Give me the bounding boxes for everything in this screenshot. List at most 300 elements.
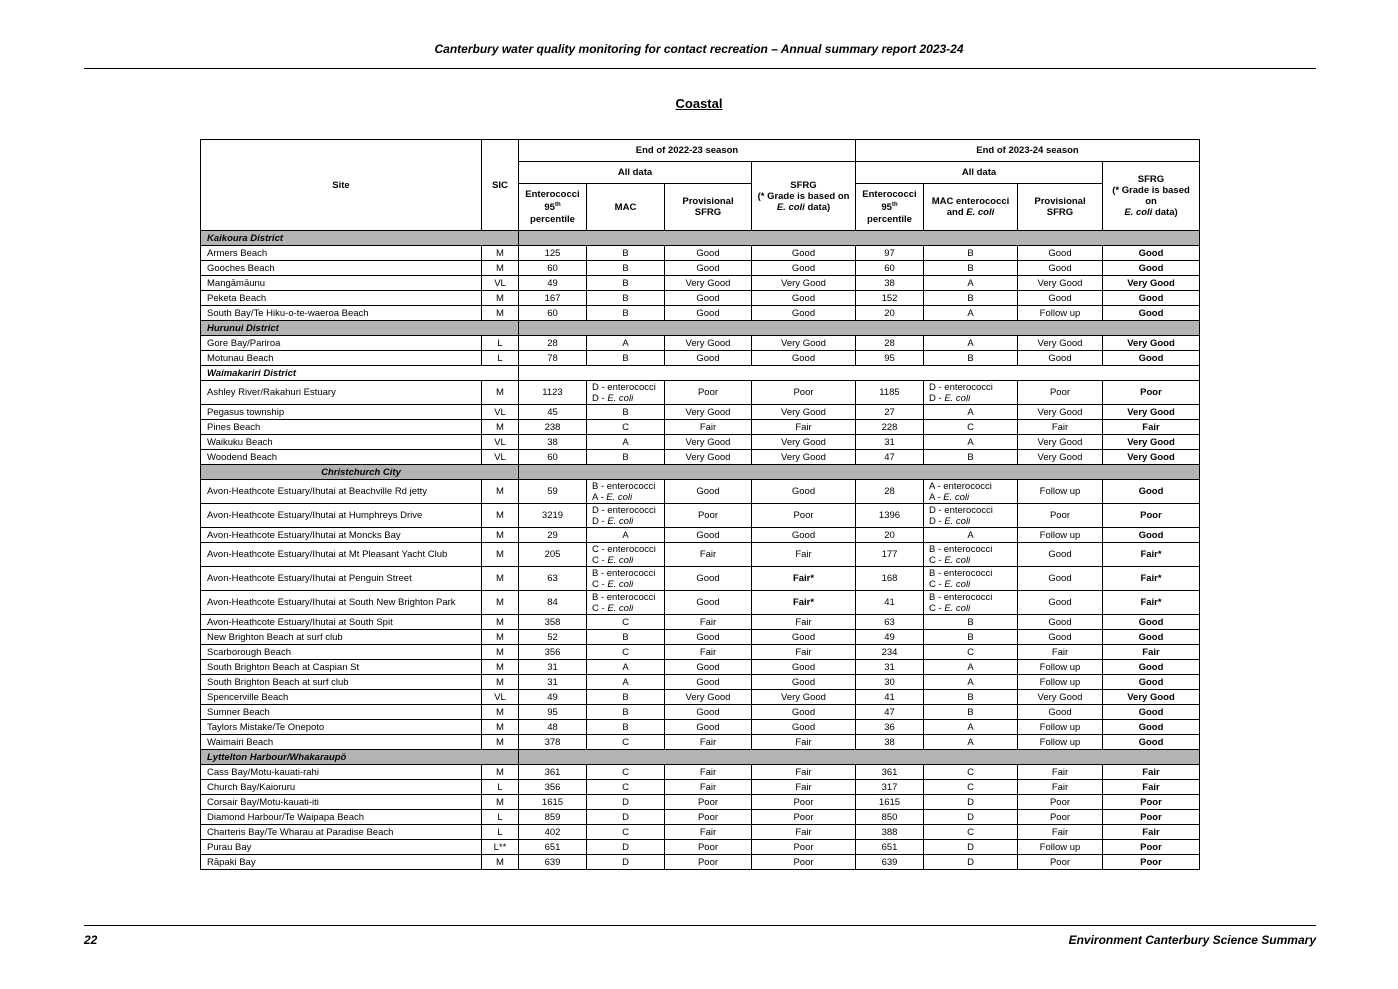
cell-sfrg-2324: Good bbox=[1103, 306, 1200, 321]
cell-prov-sfrg-2223: Fair bbox=[665, 735, 752, 750]
table-row bbox=[201, 291, 1200, 306]
cell-mac-2324: D bbox=[924, 840, 1018, 855]
cell-mac-2324: C bbox=[924, 780, 1018, 795]
cell-entero-2324: 317 bbox=[856, 780, 924, 795]
table-row bbox=[201, 450, 1200, 465]
cell-entero-2223: 78 bbox=[519, 351, 587, 366]
cell-sfrg-2223: Good bbox=[752, 528, 856, 543]
cell-sfrg-2223: Poor bbox=[752, 810, 856, 825]
cell-mac-2324: D bbox=[924, 855, 1018, 870]
cell-prov-sfrg-2223: Good bbox=[665, 246, 752, 261]
cell-entero-2223: 84 bbox=[519, 591, 587, 615]
cell-sic: M bbox=[482, 855, 519, 870]
cell-sfrg-2223: Good bbox=[752, 720, 856, 735]
cell-prov-sfrg-2223: Good bbox=[665, 591, 752, 615]
cell-prov-sfrg-2324: Poor bbox=[1018, 504, 1103, 528]
cell-entero-2324: 27 bbox=[856, 405, 924, 420]
cell-sfrg-2223: Fair bbox=[752, 645, 856, 660]
cell-sfrg-2223: Fair* bbox=[752, 591, 856, 615]
cell-sic: M bbox=[482, 705, 519, 720]
cell-mac-2324: C bbox=[924, 825, 1018, 840]
cell-mac-2223: B bbox=[587, 720, 665, 735]
cell-prov-sfrg-2324: Follow up bbox=[1018, 720, 1103, 735]
cell-entero-2223: 3219 bbox=[519, 504, 587, 528]
header-rule bbox=[84, 68, 1316, 69]
cell-site: Gooches Beach bbox=[201, 261, 482, 276]
cell-site: Pines Beach bbox=[201, 420, 482, 435]
cell-mac-2223: C bbox=[587, 645, 665, 660]
cell-prov-sfrg-2223: Good bbox=[665, 630, 752, 645]
cell-sfrg-2324: Very Good bbox=[1103, 336, 1200, 351]
cell-sfrg-2324: Good bbox=[1103, 735, 1200, 750]
cell-entero-2324: 31 bbox=[856, 660, 924, 675]
cell-mac-2223: A bbox=[587, 675, 665, 690]
table-row bbox=[201, 504, 1200, 528]
cell-prov-sfrg-2324: Good bbox=[1018, 351, 1103, 366]
cell-sfrg-2324: Very Good bbox=[1103, 276, 1200, 291]
cell-entero-2324: 31 bbox=[856, 435, 924, 450]
table-row bbox=[201, 528, 1200, 543]
cell-sfrg-2223: Poor bbox=[752, 840, 856, 855]
table-row bbox=[201, 795, 1200, 810]
table-row bbox=[201, 306, 1200, 321]
cell-entero-2324: 47 bbox=[856, 705, 924, 720]
cell-sfrg-2324: Very Good bbox=[1103, 690, 1200, 705]
col-site: Site bbox=[201, 140, 482, 231]
cell-prov-sfrg-2223: Fair bbox=[665, 420, 752, 435]
cell-sfrg-2324: Fair bbox=[1103, 765, 1200, 780]
district-fill bbox=[519, 231, 1200, 246]
cell-entero-2324: 38 bbox=[856, 276, 924, 291]
cell-mac-2223: A bbox=[587, 336, 665, 351]
cell-sfrg-2223: Very Good bbox=[752, 450, 856, 465]
cell-sfrg-2324: Good bbox=[1103, 246, 1200, 261]
cell-sfrg-2324: Good bbox=[1103, 675, 1200, 690]
cell-sfrg-2324: Very Good bbox=[1103, 405, 1200, 420]
cell-sfrg-2223: Fair bbox=[752, 615, 856, 630]
cell-sfrg-2324: Good bbox=[1103, 261, 1200, 276]
district-name: Waimakariri District bbox=[201, 366, 519, 381]
cell-mac-2223: A bbox=[587, 660, 665, 675]
cell-sfrg-2223: Fair bbox=[752, 780, 856, 795]
cell-mac-2223: B bbox=[587, 705, 665, 720]
cell-mac-2223: C bbox=[587, 765, 665, 780]
cell-site: Spencerville Beach bbox=[201, 690, 482, 705]
col-entero-2: Enterococci 95th percentile bbox=[856, 184, 924, 231]
cell-prov-sfrg-2324: Very Good bbox=[1018, 450, 1103, 465]
cell-prov-sfrg-2223: Poor bbox=[665, 810, 752, 825]
cell-entero-2324: 168 bbox=[856, 567, 924, 591]
cell-mac-2223: D bbox=[587, 795, 665, 810]
col-sfrg-2: SFRG (* Grade is based on E. coli data) bbox=[1103, 162, 1200, 231]
cell-sfrg-2324: Very Good bbox=[1103, 450, 1200, 465]
col-mac-1: MAC bbox=[587, 184, 665, 231]
cell-mac-2223: D - enterococci D - E. coli bbox=[587, 504, 665, 528]
cell-entero-2223: 60 bbox=[519, 306, 587, 321]
cell-entero-2223: 49 bbox=[519, 276, 587, 291]
cell-prov-sfrg-2324: Fair bbox=[1018, 765, 1103, 780]
cell-mac-2324: A bbox=[924, 276, 1018, 291]
cell-sfrg-2223: Very Good bbox=[752, 276, 856, 291]
cell-sfrg-2223: Very Good bbox=[752, 690, 856, 705]
cell-site: Purau Bay bbox=[201, 840, 482, 855]
cell-prov-sfrg-2223: Good bbox=[665, 660, 752, 675]
district-row bbox=[201, 366, 1200, 381]
table-row bbox=[201, 246, 1200, 261]
cell-prov-sfrg-2324: Good bbox=[1018, 567, 1103, 591]
cell-mac-2324: B bbox=[924, 246, 1018, 261]
table-row bbox=[201, 405, 1200, 420]
table-row bbox=[201, 420, 1200, 435]
cell-prov-sfrg-2324: Fair bbox=[1018, 645, 1103, 660]
table-row bbox=[201, 825, 1200, 840]
cell-site: Scarborough Beach bbox=[201, 645, 482, 660]
cell-entero-2324: 38 bbox=[856, 735, 924, 750]
district-fill bbox=[519, 750, 1200, 765]
cell-entero-2223: 167 bbox=[519, 291, 587, 306]
cell-prov-sfrg-2324: Good bbox=[1018, 705, 1103, 720]
district-row bbox=[201, 750, 1200, 765]
cell-entero-2223: 31 bbox=[519, 660, 587, 675]
cell-entero-2223: 356 bbox=[519, 645, 587, 660]
cell-site: Ashley River/Rakahuri Estuary bbox=[201, 381, 482, 405]
cell-entero-2324: 30 bbox=[856, 675, 924, 690]
cell-mac-2223: B bbox=[587, 306, 665, 321]
cell-sic: M bbox=[482, 528, 519, 543]
cell-prov-sfrg-2223: Good bbox=[665, 351, 752, 366]
cell-prov-sfrg-2324: Follow up bbox=[1018, 660, 1103, 675]
cell-prov-sfrg-2223: Fair bbox=[665, 543, 752, 567]
cell-prov-sfrg-2223: Good bbox=[665, 528, 752, 543]
cell-mac-2223: B bbox=[587, 276, 665, 291]
cell-sfrg-2324: Fair bbox=[1103, 825, 1200, 840]
cell-prov-sfrg-2223: Poor bbox=[665, 381, 752, 405]
cell-site: South Brighton Beach at Caspian St bbox=[201, 660, 482, 675]
cell-entero-2223: 28 bbox=[519, 336, 587, 351]
cell-prov-sfrg-2223: Good bbox=[665, 261, 752, 276]
table-row bbox=[201, 543, 1200, 567]
cell-sfrg-2324: Poor bbox=[1103, 840, 1200, 855]
cell-sfrg-2223: Good bbox=[752, 660, 856, 675]
cell-mac-2324: A bbox=[924, 405, 1018, 420]
cell-sfrg-2223: Good bbox=[752, 705, 856, 720]
page-number: 22 bbox=[84, 933, 98, 947]
cell-mac-2223: D bbox=[587, 810, 665, 825]
cell-sic: M bbox=[482, 567, 519, 591]
cell-mac-2223: B - enterococci C - E. coli bbox=[587, 591, 665, 615]
cell-sic: M bbox=[482, 291, 519, 306]
cell-mac-2324: B bbox=[924, 351, 1018, 366]
cell-prov-sfrg-2324: Good bbox=[1018, 615, 1103, 630]
cell-entero-2223: 859 bbox=[519, 810, 587, 825]
cell-prov-sfrg-2324: Follow up bbox=[1018, 840, 1103, 855]
cell-prov-sfrg-2223: Good bbox=[665, 480, 752, 504]
cell-prov-sfrg-2324: Good bbox=[1018, 261, 1103, 276]
cell-sfrg-2223: Poor bbox=[752, 855, 856, 870]
coastal-grades-table bbox=[200, 139, 1200, 870]
cell-prov-sfrg-2223: Very Good bbox=[665, 276, 752, 291]
cell-site: Charteris Bay/Te Wharau at Paradise Beach bbox=[201, 825, 482, 840]
cell-mac-2324: C bbox=[924, 645, 1018, 660]
cell-sfrg-2223: Good bbox=[752, 306, 856, 321]
cell-entero-2324: 850 bbox=[856, 810, 924, 825]
cell-sfrg-2223: Good bbox=[752, 675, 856, 690]
cell-mac-2223: A bbox=[587, 435, 665, 450]
cell-site: Cass Bay/Motu-kauati-rahi bbox=[201, 765, 482, 780]
table-row bbox=[201, 735, 1200, 750]
cell-mac-2223: B bbox=[587, 291, 665, 306]
cell-sic: VL bbox=[482, 405, 519, 420]
cell-prov-sfrg-2324: Good bbox=[1018, 630, 1103, 645]
cell-entero-2223: 358 bbox=[519, 615, 587, 630]
cell-prov-sfrg-2223: Very Good bbox=[665, 336, 752, 351]
cell-sic: M bbox=[482, 765, 519, 780]
cell-mac-2324: B - enterococci C - E. coli bbox=[924, 591, 1018, 615]
table-row bbox=[201, 351, 1200, 366]
cell-sfrg-2223: Poor bbox=[752, 504, 856, 528]
cell-mac-2324: A bbox=[924, 435, 1018, 450]
cell-prov-sfrg-2223: Poor bbox=[665, 795, 752, 810]
cell-sfrg-2223: Very Good bbox=[752, 435, 856, 450]
cell-site: Pegasus township bbox=[201, 405, 482, 420]
cell-sic: L bbox=[482, 810, 519, 825]
cell-sfrg-2324: Poor bbox=[1103, 381, 1200, 405]
cell-entero-2324: 60 bbox=[856, 261, 924, 276]
cell-entero-2223: 48 bbox=[519, 720, 587, 735]
cell-entero-2223: 52 bbox=[519, 630, 587, 645]
cell-mac-2324: B - enterococci C - E. coli bbox=[924, 567, 1018, 591]
cell-entero-2324: 20 bbox=[856, 306, 924, 321]
cell-entero-2324: 177 bbox=[856, 543, 924, 567]
cell-prov-sfrg-2223: Good bbox=[665, 567, 752, 591]
table-row bbox=[201, 675, 1200, 690]
cell-site: Diamond Harbour/Te Waipapa Beach bbox=[201, 810, 482, 825]
cell-sfrg-2324: Good bbox=[1103, 528, 1200, 543]
table-row bbox=[201, 435, 1200, 450]
table-row bbox=[201, 591, 1200, 615]
district-name: Hurunui District bbox=[201, 321, 519, 336]
cell-prov-sfrg-2223: Fair bbox=[665, 645, 752, 660]
cell-entero-2324: 639 bbox=[856, 855, 924, 870]
cell-mac-2324: B bbox=[924, 630, 1018, 645]
cell-prov-sfrg-2223: Very Good bbox=[665, 690, 752, 705]
cell-entero-2324: 388 bbox=[856, 825, 924, 840]
cell-sic: M bbox=[482, 660, 519, 675]
cell-mac-2324: A - enterococci A - E. coli bbox=[924, 480, 1018, 504]
table-row bbox=[201, 336, 1200, 351]
cell-entero-2324: 1615 bbox=[856, 795, 924, 810]
cell-prov-sfrg-2223: Fair bbox=[665, 780, 752, 795]
cell-sfrg-2324: Poor bbox=[1103, 810, 1200, 825]
cell-sfrg-2324: Poor bbox=[1103, 795, 1200, 810]
cell-sic: VL bbox=[482, 690, 519, 705]
cell-mac-2223: B bbox=[587, 450, 665, 465]
cell-sfrg-2223: Very Good bbox=[752, 336, 856, 351]
cell-mac-2223: D - enterococci D - E. coli bbox=[587, 381, 665, 405]
cell-entero-2223: 1615 bbox=[519, 795, 587, 810]
cell-site: Gore Bay/Pariroa bbox=[201, 336, 482, 351]
cell-entero-2324: 63 bbox=[856, 615, 924, 630]
cell-sfrg-2223: Poor bbox=[752, 381, 856, 405]
cell-prov-sfrg-2223: Good bbox=[665, 291, 752, 306]
cell-prov-sfrg-2324: Follow up bbox=[1018, 306, 1103, 321]
cell-sfrg-2324: Good bbox=[1103, 480, 1200, 504]
cell-site: Peketa Beach bbox=[201, 291, 482, 306]
cell-mac-2324: C bbox=[924, 420, 1018, 435]
cell-sic: M bbox=[482, 645, 519, 660]
cell-sfrg-2223: Fair* bbox=[752, 567, 856, 591]
cell-entero-2324: 1185 bbox=[856, 381, 924, 405]
cell-mac-2223: B bbox=[587, 405, 665, 420]
cell-sic: L bbox=[482, 825, 519, 840]
cell-mac-2223: A bbox=[587, 528, 665, 543]
table-row bbox=[201, 855, 1200, 870]
table-row bbox=[201, 765, 1200, 780]
cell-prov-sfrg-2223: Fair bbox=[665, 615, 752, 630]
cell-sfrg-2324: Fair bbox=[1103, 420, 1200, 435]
cell-mac-2324: B bbox=[924, 450, 1018, 465]
cell-site: Corsair Bay/Motu-kauati-iti bbox=[201, 795, 482, 810]
cell-entero-2324: 41 bbox=[856, 690, 924, 705]
cell-mac-2324: D - enterococci D - E. coli bbox=[924, 504, 1018, 528]
publication-name: Environment Canterbury Science Summary bbox=[1068, 933, 1316, 947]
district-fill bbox=[519, 366, 1200, 381]
cell-site: Avon-Heathcote Estuary/Ihutai at Penguin Street bbox=[201, 567, 482, 591]
table-row bbox=[201, 810, 1200, 825]
cell-prov-sfrg-2223: Poor bbox=[665, 504, 752, 528]
district-name: Lyttelton Harbour/Whakaraupō bbox=[201, 750, 519, 765]
col-prov-1: Provisional SFRG bbox=[665, 184, 752, 231]
cell-mac-2223: B bbox=[587, 630, 665, 645]
cell-mac-2324: B bbox=[924, 291, 1018, 306]
cell-prov-sfrg-2324: Good bbox=[1018, 591, 1103, 615]
cell-prov-sfrg-2223: Fair bbox=[665, 825, 752, 840]
cell-prov-sfrg-2223: Fair bbox=[665, 765, 752, 780]
table-row bbox=[201, 840, 1200, 855]
cell-entero-2324: 234 bbox=[856, 645, 924, 660]
cell-sic: L bbox=[482, 336, 519, 351]
district-name: Christchurch City bbox=[201, 465, 519, 480]
cell-mac-2324: B bbox=[924, 615, 1018, 630]
cell-site: Avon-Heathcote Estuary/Ihutai at Mt Pleasant Yacht Club bbox=[201, 543, 482, 567]
cell-prov-sfrg-2223: Very Good bbox=[665, 435, 752, 450]
cell-prov-sfrg-2324: Fair bbox=[1018, 780, 1103, 795]
cell-sic: VL bbox=[482, 450, 519, 465]
cell-sic: L bbox=[482, 351, 519, 366]
cell-prov-sfrg-2324: Very Good bbox=[1018, 435, 1103, 450]
cell-entero-2223: 29 bbox=[519, 528, 587, 543]
cell-site: Motunau Beach bbox=[201, 351, 482, 366]
cell-prov-sfrg-2324: Very Good bbox=[1018, 276, 1103, 291]
cell-sic: M bbox=[482, 795, 519, 810]
district-name: Kaikoura District bbox=[201, 231, 519, 246]
cell-entero-2223: 356 bbox=[519, 780, 587, 795]
cell-prov-sfrg-2324: Poor bbox=[1018, 795, 1103, 810]
cell-sic: M bbox=[482, 675, 519, 690]
cell-sfrg-2324: Good bbox=[1103, 705, 1200, 720]
cell-site: Taylors Mistake/Te Onepoto bbox=[201, 720, 482, 735]
cell-entero-2223: 63 bbox=[519, 567, 587, 591]
cell-prov-sfrg-2223: Good bbox=[665, 720, 752, 735]
cell-sfrg-2324: Good bbox=[1103, 291, 1200, 306]
cell-mac-2324: A bbox=[924, 675, 1018, 690]
cell-sfrg-2223: Fair bbox=[752, 543, 856, 567]
table-row bbox=[201, 645, 1200, 660]
cell-mac-2223: C bbox=[587, 735, 665, 750]
cell-entero-2324: 36 bbox=[856, 720, 924, 735]
cell-mac-2324: A bbox=[924, 720, 1018, 735]
cell-sic: M bbox=[482, 480, 519, 504]
col-sfrg-1: SFRG (* Grade is based on E. coli data) bbox=[752, 162, 856, 231]
col-all-data-1: All data bbox=[519, 162, 752, 184]
cell-sic: M bbox=[482, 504, 519, 528]
cell-sfrg-2324: Good bbox=[1103, 720, 1200, 735]
cell-entero-2324: 95 bbox=[856, 351, 924, 366]
cell-sic: M bbox=[482, 591, 519, 615]
cell-prov-sfrg-2223: Poor bbox=[665, 855, 752, 870]
cell-entero-2223: 651 bbox=[519, 840, 587, 855]
cell-sfrg-2324: Good bbox=[1103, 630, 1200, 645]
table-row bbox=[201, 660, 1200, 675]
cell-prov-sfrg-2324: Follow up bbox=[1018, 735, 1103, 750]
cell-entero-2324: 41 bbox=[856, 591, 924, 615]
cell-mac-2324: A bbox=[924, 306, 1018, 321]
cell-site: Church Bay/Kaioruru bbox=[201, 780, 482, 795]
cell-prov-sfrg-2324: Poor bbox=[1018, 855, 1103, 870]
cell-sfrg-2324: Good bbox=[1103, 660, 1200, 675]
cell-prov-sfrg-2324: Poor bbox=[1018, 381, 1103, 405]
cell-sfrg-2223: Fair bbox=[752, 735, 856, 750]
cell-prov-sfrg-2324: Fair bbox=[1018, 420, 1103, 435]
cell-prov-sfrg-2324: Good bbox=[1018, 543, 1103, 567]
cell-prov-sfrg-2223: Good bbox=[665, 306, 752, 321]
cell-mac-2324: A bbox=[924, 660, 1018, 675]
cell-site: South Brighton Beach at surf club bbox=[201, 675, 482, 690]
cell-sfrg-2223: Good bbox=[752, 291, 856, 306]
cell-mac-2324: D bbox=[924, 810, 1018, 825]
cell-entero-2223: 205 bbox=[519, 543, 587, 567]
cell-sfrg-2223: Good bbox=[752, 630, 856, 645]
cell-sfrg-2324: Good bbox=[1103, 615, 1200, 630]
cell-sic: M bbox=[482, 261, 519, 276]
cell-prov-sfrg-2324: Good bbox=[1018, 246, 1103, 261]
cell-entero-2223: 49 bbox=[519, 690, 587, 705]
cell-sic: L bbox=[482, 780, 519, 795]
cell-entero-2324: 97 bbox=[856, 246, 924, 261]
cell-mac-2223: B - enterococci A - E. coli bbox=[587, 480, 665, 504]
cell-sfrg-2223: Fair bbox=[752, 420, 856, 435]
cell-sic: M bbox=[482, 246, 519, 261]
cell-site: New Brighton Beach at surf club bbox=[201, 630, 482, 645]
cell-sic: VL bbox=[482, 276, 519, 291]
cell-prov-sfrg-2324: Follow up bbox=[1018, 480, 1103, 504]
cell-entero-2223: 238 bbox=[519, 420, 587, 435]
col-prov-2: Provisional SFRG bbox=[1018, 184, 1103, 231]
cell-entero-2324: 28 bbox=[856, 480, 924, 504]
col-sic: SIC bbox=[482, 140, 519, 231]
cell-entero-2324: 49 bbox=[856, 630, 924, 645]
cell-mac-2223: D bbox=[587, 840, 665, 855]
cell-mac-2223: B bbox=[587, 246, 665, 261]
cell-mac-2324: A bbox=[924, 528, 1018, 543]
cell-mac-2324: D - enterococci D - E. coli bbox=[924, 381, 1018, 405]
cell-sic: M bbox=[482, 720, 519, 735]
cell-entero-2223: 125 bbox=[519, 246, 587, 261]
cell-prov-sfrg-2324: Very Good bbox=[1018, 690, 1103, 705]
cell-entero-2223: 38 bbox=[519, 435, 587, 450]
cell-site: Rāpaki Bay bbox=[201, 855, 482, 870]
cell-mac-2223: B bbox=[587, 351, 665, 366]
